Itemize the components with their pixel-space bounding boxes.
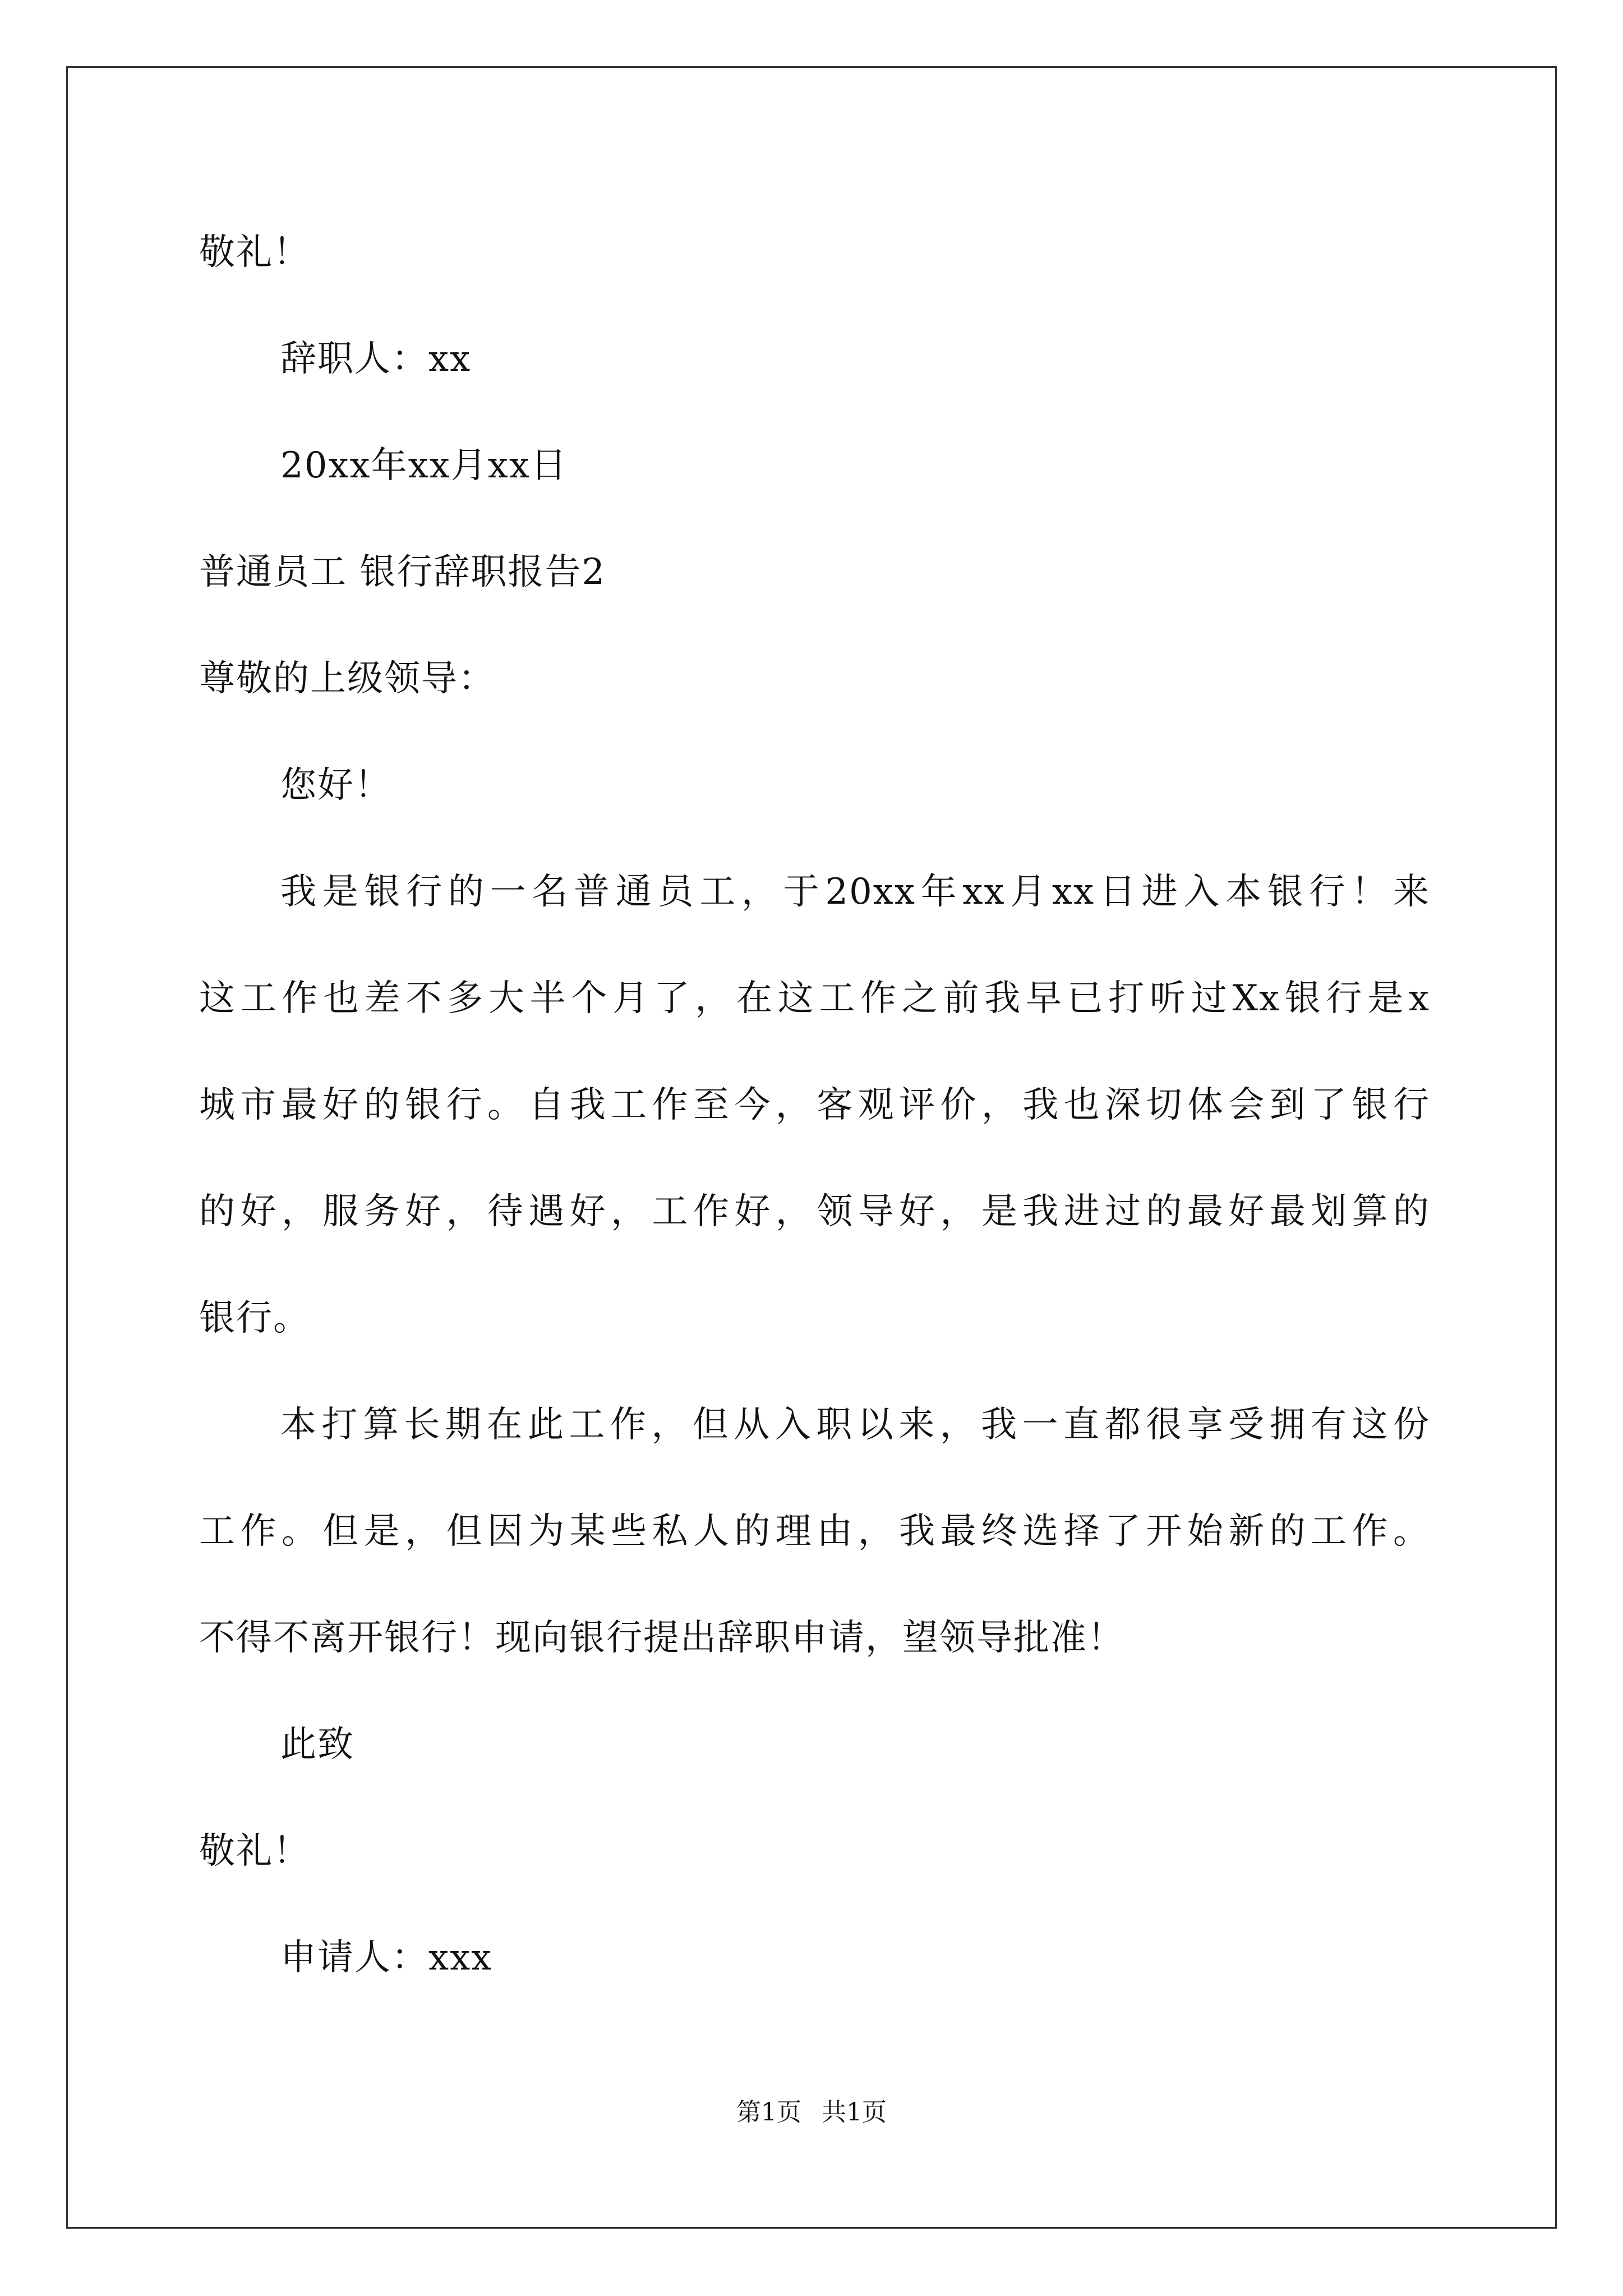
paragraph-2-line-1: 本打算长期在此工作，但从入职以来，我一直都很享受拥有这份	[280, 1404, 1430, 1446]
section-title: 普通员工 银行辞职报告2	[199, 551, 606, 593]
signature-date: 20xx年xx月xx日	[280, 445, 568, 486]
closing-salutation: 敬礼！	[199, 232, 310, 273]
paragraph-1-line-1: 我是银行的一名普通员工，于20xx年xx月xx日进入本银行！来	[280, 871, 1430, 913]
page-footer	[0, 2097, 1623, 2128]
paragraph-1-line-2: 这工作也差不多大半个月了，在这工作之前我早已打听过Xx银行是x	[199, 978, 1430, 1019]
page-border	[66, 66, 1557, 2229]
letter-salutation: 尊敬的上级领导：	[199, 658, 495, 700]
closing-phrase: 此致	[280, 1724, 354, 1765]
page-total: 共1页	[822, 2098, 887, 2127]
paragraph-2-line-3: 不得不离开银行！现向银行提出辞职申请，望领导批准！	[199, 1617, 1124, 1659]
paragraph-1-line-4: 的好，服务好，待遇好，工作好，领导好，是我进过的最好最划算的	[199, 1191, 1430, 1232]
paragraph-1-line-3: 城市最好的银行。自我工作至今，客观评价，我也深切体会到了银行	[199, 1084, 1430, 1126]
applicant-signature: 申请人：xxx	[280, 1937, 493, 1978]
paragraph-1-line-5: 银行。	[199, 1297, 310, 1339]
resigner-signature: 辞职人：xx	[280, 338, 472, 380]
closing-salutation-2: 敬礼！	[199, 1830, 310, 1872]
paragraph-2-line-2: 工作。但是，但因为某些私人的理由，我最终选择了开始新的工作。	[199, 1511, 1430, 1552]
page-number: 第1页	[736, 2098, 801, 2127]
greeting: 您好！	[280, 765, 391, 806]
